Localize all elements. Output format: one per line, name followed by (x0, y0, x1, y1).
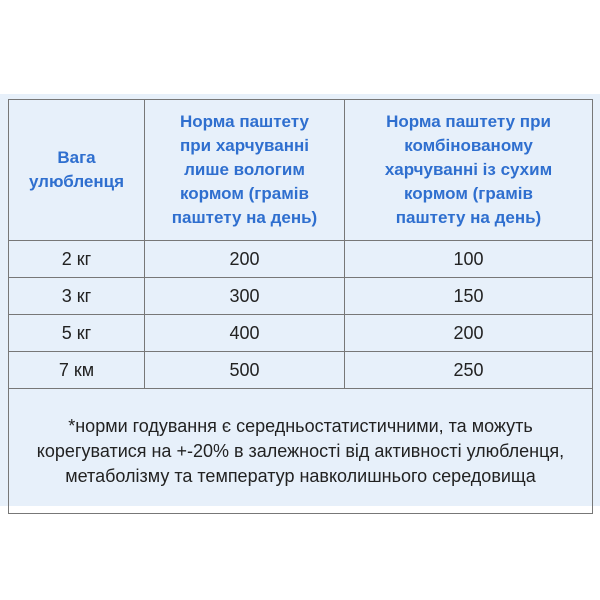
header-label-line: харчуванні із сухим (384, 160, 553, 179)
cell-wet-only: 400 (145, 315, 345, 352)
cell-combined: 250 (345, 352, 593, 389)
header-label-line: Норма паштету при (386, 112, 551, 131)
header-label-line: лише вологим (184, 160, 305, 179)
table-row (9, 278, 593, 315)
cell-weight: 5 кг (9, 315, 145, 352)
header-label-line: кормом (грамів (180, 184, 309, 203)
header-wet-only-norm (145, 100, 345, 241)
table-row (9, 352, 593, 389)
header-label-line: Вага (57, 148, 96, 167)
header-label-line: паштету на день) (171, 208, 318, 227)
header-label-line: паштету на день) (395, 208, 542, 227)
header-label-line: Норма паштету (179, 112, 309, 131)
header-pet-weight (9, 100, 145, 241)
cell-combined: 100 (345, 241, 593, 278)
feeding-norms-table (8, 99, 593, 514)
table-row (9, 315, 593, 352)
header-label-line: комбінованому (404, 136, 533, 155)
cell-weight: 7 км (9, 352, 145, 389)
header-label-line: кормом (грамів (404, 184, 533, 203)
cell-weight: 2 кг (9, 241, 145, 278)
cell-wet-only: 500 (145, 352, 345, 389)
cell-combined: 200 (345, 315, 593, 352)
cell-wet-only: 300 (145, 278, 345, 315)
table-row (9, 241, 593, 278)
header-label-line: улюбленця (28, 172, 125, 191)
table-header-row (9, 100, 593, 241)
footnote: *норми годування є середньостатистичними, та можуть корегуватися на +-20% в залежності від активності улюбленця, метаболізму та температур навколишнього середовища (9, 389, 593, 514)
footnote-row (9, 389, 593, 514)
cell-wet-only: 200 (145, 241, 345, 278)
cell-combined: 150 (345, 278, 593, 315)
cell-weight: 3 кг (9, 278, 145, 315)
header-label-line: при харчуванні (180, 136, 309, 155)
header-combined-norm (345, 100, 593, 241)
